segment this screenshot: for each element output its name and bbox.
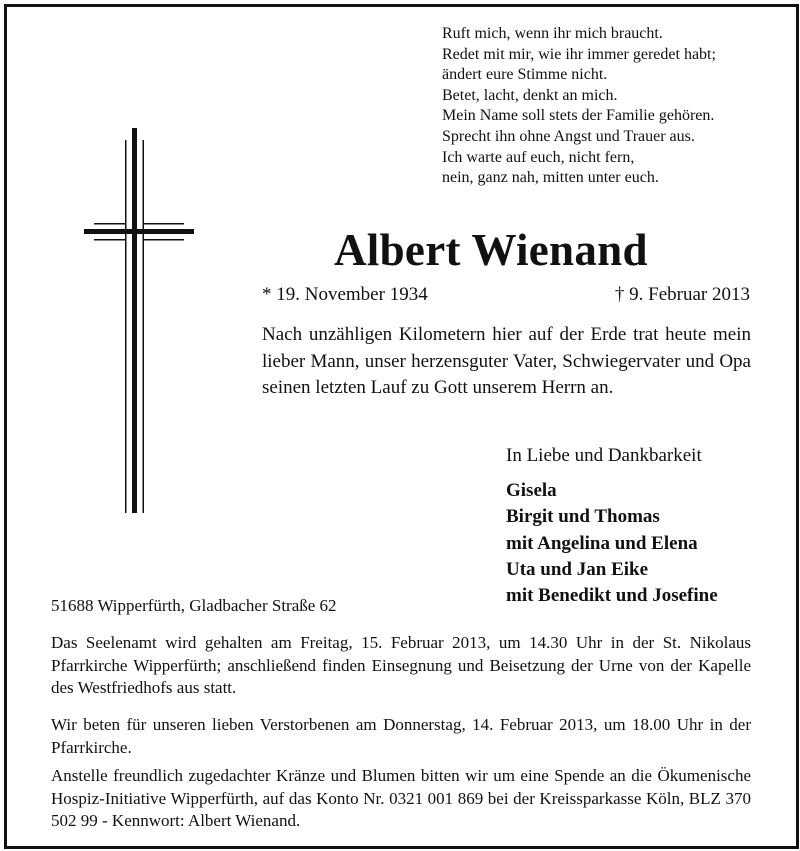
thanks-line: In Liebe und Dankbarkeit bbox=[506, 445, 702, 466]
donation-paragraph: Anstelle freundlich zugedachter Kränze und Blumen bitten wir um eine Spende an die Ökumenische Hospiz-Initiative Wipperfürth, auf das Konto Nr. 0321 001 869 bei der Kreissparkasse Köln, BLZ 370 502 99 - Kennwort: Albert Wienand. bbox=[51, 766, 751, 831]
poem-line: Ruft mich, wenn ihr mich braucht. bbox=[442, 25, 663, 42]
poem-line: Betet, lacht, denkt an mich. bbox=[442, 86, 618, 104]
mourner-name: Uta und Jan Eike bbox=[506, 558, 649, 580]
poem bbox=[442, 24, 716, 189]
deceased-name: Albert Wienand bbox=[334, 225, 648, 275]
farewell-message: Nach unzähligen Kilometern hier auf der Erde trat heute mein lieber Mann, unser herzensguter Vater, Schwiegervater und Opa seinen letzten Lauf zu Gott unserem Herrn an. bbox=[262, 324, 751, 398]
mourners-list bbox=[506, 478, 718, 609]
poem-line: Mein Name soll stets der Familie gehören. bbox=[442, 107, 715, 125]
mourner-name: mit Benedikt und Josefine bbox=[506, 585, 718, 607]
poem-line: ändert eure Stimme nicht. bbox=[442, 66, 608, 84]
poem-line: Ich warte auf euch, nicht fern, bbox=[442, 148, 635, 166]
requiem-paragraph: Das Seelenamt wird gehalten am Freitag, 15. Februar 2013, um 14.30 Uhr in der St. Nikolaus Pfarrkirche Wipperfürth; anschließend finden Einsegnung und Beisetzung der Urne von der Kapelle des Westfriedhofs aus statt. bbox=[51, 633, 751, 698]
family-address: 51688 Wipperfürth, Gladbacher Straße 62 bbox=[51, 596, 337, 615]
poem-line: nein, ganz nah, mitten unter euch. bbox=[442, 169, 659, 187]
cross-icon bbox=[84, 128, 194, 513]
mourner-name: mit Angelina und Elena bbox=[506, 532, 698, 554]
poem-line: Redet mit mir, wie ihr immer geredet habt; bbox=[442, 45, 716, 63]
mourner-name: Birgit und Thomas bbox=[506, 506, 660, 528]
mourner-name: Gisela bbox=[506, 480, 557, 501]
death-date: † 9. Februar 2013 bbox=[614, 284, 750, 305]
prayer-paragraph: Wir beten für unseren lieben Verstorbenen am Donnerstag, 14. Februar 2013, um 18.00 Uhr in der Pfarrkirche. bbox=[51, 715, 751, 757]
birth-date: * 19. November 1934 bbox=[262, 284, 428, 305]
poem-line: Sprecht ihn ohne Angst und Trauer aus. bbox=[442, 127, 695, 145]
